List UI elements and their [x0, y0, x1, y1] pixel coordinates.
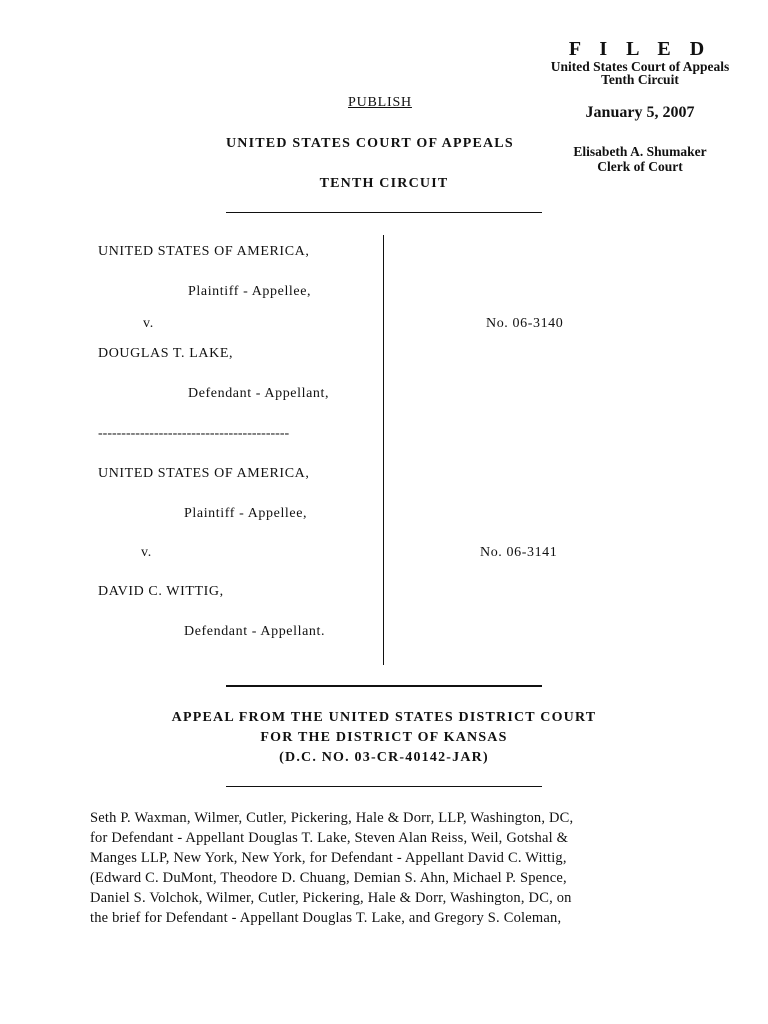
counsel-line: Daniel S. Volchok, Wilmer, Cutler, Pickering, Hale & Dorr, Washington, DC, on	[90, 890, 572, 906]
case1-versus: v.	[143, 316, 154, 331]
counsel-line: for Defendant - Appellant Douglas T. Lake, Steven Alan Reiss, Weil, Gotshal &	[90, 830, 569, 846]
circuit-heading: TENTH CIRCUIT	[319, 176, 449, 191]
case1-defendant: DOUGLAS T. LAKE,	[98, 346, 234, 361]
case1-plaintiff: UNITED STATES OF AMERICA,	[98, 244, 310, 259]
divider-middle	[226, 685, 542, 687]
divider-bottom	[226, 786, 542, 787]
appeal-line-2: FOR THE DISTRICT OF KANSAS	[260, 730, 508, 745]
case-separator: -----------------------------------------	[98, 426, 290, 441]
publish-label: PUBLISH	[348, 95, 412, 110]
clerk-title: Clerk of Court	[597, 159, 683, 174]
filed-date: January 5, 2007	[585, 104, 695, 121]
case2-versus: v.	[141, 545, 152, 560]
court-heading: UNITED STATES COURT OF APPEALS	[226, 136, 514, 151]
counsel-line: Manges LLP, New York, New York, for Defendant - Appellant David C. Wittig,	[90, 850, 567, 866]
case1-plaintiff-role: Plaintiff - Appellee,	[188, 284, 312, 299]
counsel-line: Seth P. Waxman, Wilmer, Cutler, Pickering, Hale & Dorr, LLP, Washington, DC,	[90, 810, 574, 826]
filed-stamp-title: F I L E D	[568, 38, 712, 60]
case2-plaintiff: UNITED STATES OF AMERICA,	[98, 466, 310, 481]
case1-defendant-role: Defendant - Appellant,	[188, 386, 330, 401]
clerk-name: Elisabeth A. Shumaker	[573, 144, 707, 159]
case1-number: No. 06-3140	[486, 316, 564, 331]
case2-defendant: DAVID C. WITTIG,	[98, 584, 224, 599]
filed-stamp-circuit: Tenth Circuit	[601, 72, 679, 87]
caption-vertical-divider	[383, 235, 384, 665]
counsel-paragraph	[90, 808, 690, 928]
divider-top	[226, 212, 542, 213]
counsel-line: the brief for Defendant - Appellant Douglas T. Lake, and Gregory S. Coleman,	[90, 910, 562, 926]
appeal-line-1: APPEAL FROM THE UNITED STATES DISTRICT COURT	[171, 710, 597, 725]
filed-stamp-court: United States Court of Appeals	[550, 59, 730, 74]
case2-number: No. 06-3141	[480, 545, 558, 560]
case2-plaintiff-role: Plaintiff - Appellee,	[184, 506, 308, 521]
case2-defendant-role: Defendant - Appellant.	[184, 624, 326, 639]
counsel-line: (Edward C. DuMont, Theodore D. Chuang, Demian S. Ahn, Michael P. Spence,	[90, 870, 567, 886]
appeal-line-3: (D.C. NO. 03-CR-40142-JAR)	[279, 750, 489, 765]
